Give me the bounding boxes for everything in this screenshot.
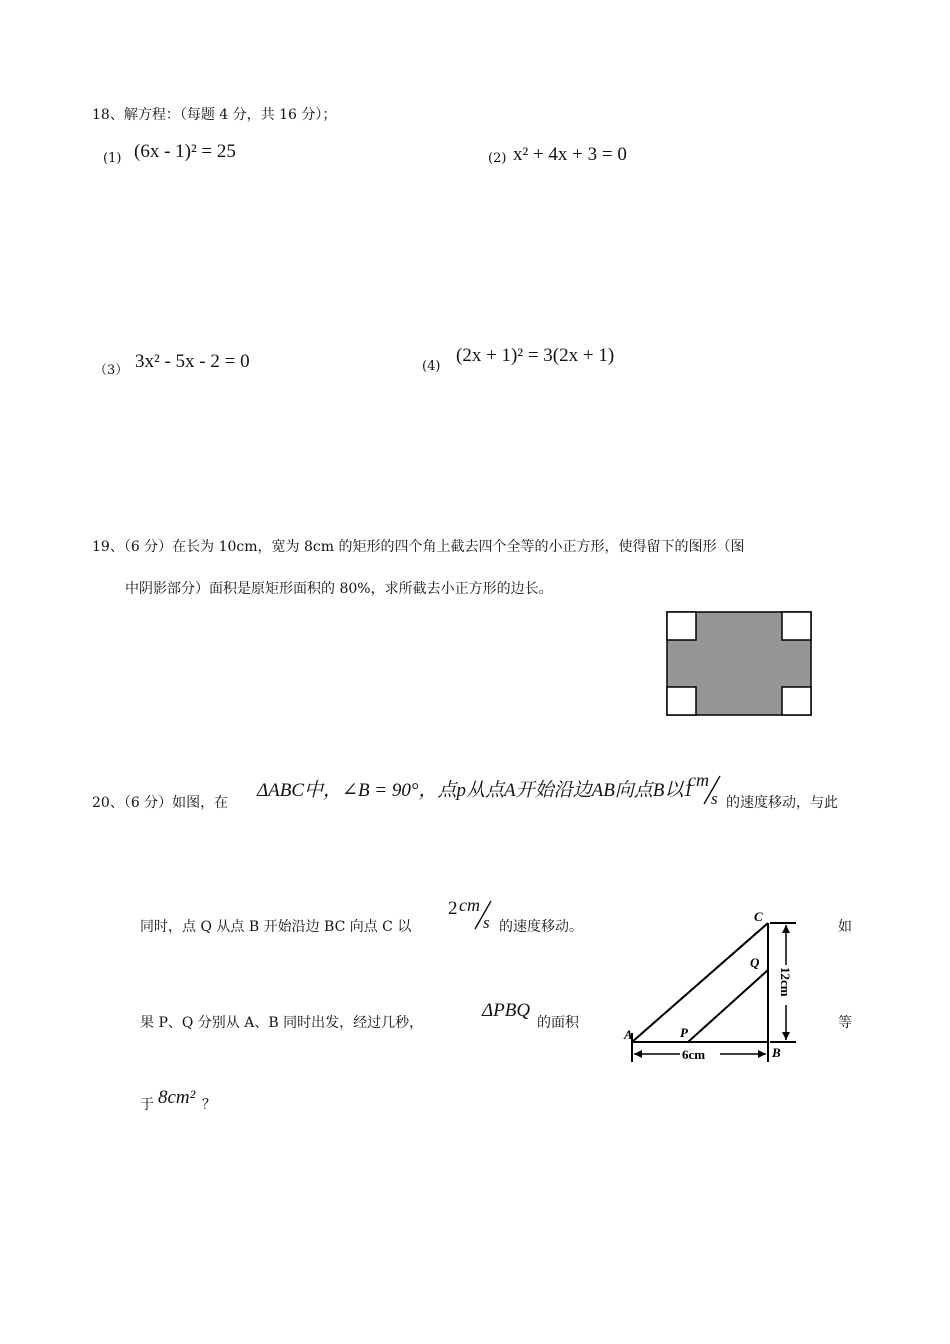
q20-line3-text: 果 P、Q 分别从 A、B 同时出发，经过几秒， <box>140 1015 424 1031</box>
label-q: Q <box>750 955 760 970</box>
q20-line3-end: 等 <box>838 1015 852 1031</box>
q18-heading: 18、解方程：（每题 4 分，共 16 分）； <box>92 107 337 123</box>
dim-label-bc: 12cm <box>778 967 793 997</box>
q18-item1-label: (1) <box>103 151 122 166</box>
q20-unit1-denominator: s <box>711 789 718 808</box>
label-p: P <box>680 1025 688 1040</box>
q20-line3-post: 的面积 <box>537 1015 579 1031</box>
corner-square-bottom-right <box>782 687 811 715</box>
q18-item4-equation: (2x + 1)² = 3(2x + 1) <box>456 345 615 366</box>
q20-prefix: 20、（6 分）如图，在 <box>92 795 229 811</box>
q20-line4-pre: 于 <box>140 1097 154 1113</box>
q20-speed2-coef: 2 <box>448 898 458 919</box>
q20-line2-post: 的速度移动。 <box>499 919 583 935</box>
q19-rectangle-figure <box>666 611 813 717</box>
label-a: A <box>624 1027 633 1042</box>
corner-square-bottom-left <box>667 687 696 715</box>
q20-unit2-numerator: cm <box>459 895 480 915</box>
q18-item1-equation: (6x - 1)² = 25 <box>134 141 236 162</box>
q18-item2-label: (2) <box>488 151 507 166</box>
q18-item3-equation: 3x² - 5x - 2 = 0 <box>135 351 250 372</box>
q20-unit1-numerator: cm <box>688 770 709 790</box>
segment-pq <box>688 970 768 1042</box>
q20-triangle-figure <box>620 905 810 1065</box>
q18-item3-label: （3） <box>94 363 129 378</box>
label-b: B <box>772 1045 781 1060</box>
q20-line2-end: 如 <box>838 919 852 935</box>
corner-square-top-left <box>667 612 696 640</box>
q20-line4-post: ？ <box>202 1097 216 1113</box>
q18-item2-equation: x² + 4x + 3 = 0 <box>513 144 627 165</box>
dim-label-ab: 6cm <box>682 1047 706 1062</box>
q19-text-line2: 中阴影部分）面积是原矩形面积的 80%，求所截去小正方形的边长。 <box>125 581 553 597</box>
q19-text-line1: 19、（6 分）在长为 10cm，宽为 8cm 的矩形的四个角上截去四个全等的小正方形，使得留下的图形（图 <box>92 539 745 555</box>
q18-item4-label: (4) <box>422 359 441 374</box>
label-c: C <box>754 909 763 924</box>
q20-triangle-pbq: ΔPBQ <box>482 1000 531 1021</box>
q20-condition: ΔABC中，∠B = 90°，点p从点A开始沿边AB向点B以1 <box>257 780 693 801</box>
q20-line2-text: 同时，点 Q 从点 B 开始沿边 BC 向点 C 以 <box>140 919 412 935</box>
side-ac <box>632 923 768 1042</box>
q20-suffix: 的速度移动，与此 <box>726 795 838 811</box>
q20-area-value: 8cm² <box>158 1087 196 1108</box>
corner-square-top-right <box>782 612 811 640</box>
q20-unit2-denominator: s <box>483 913 490 932</box>
